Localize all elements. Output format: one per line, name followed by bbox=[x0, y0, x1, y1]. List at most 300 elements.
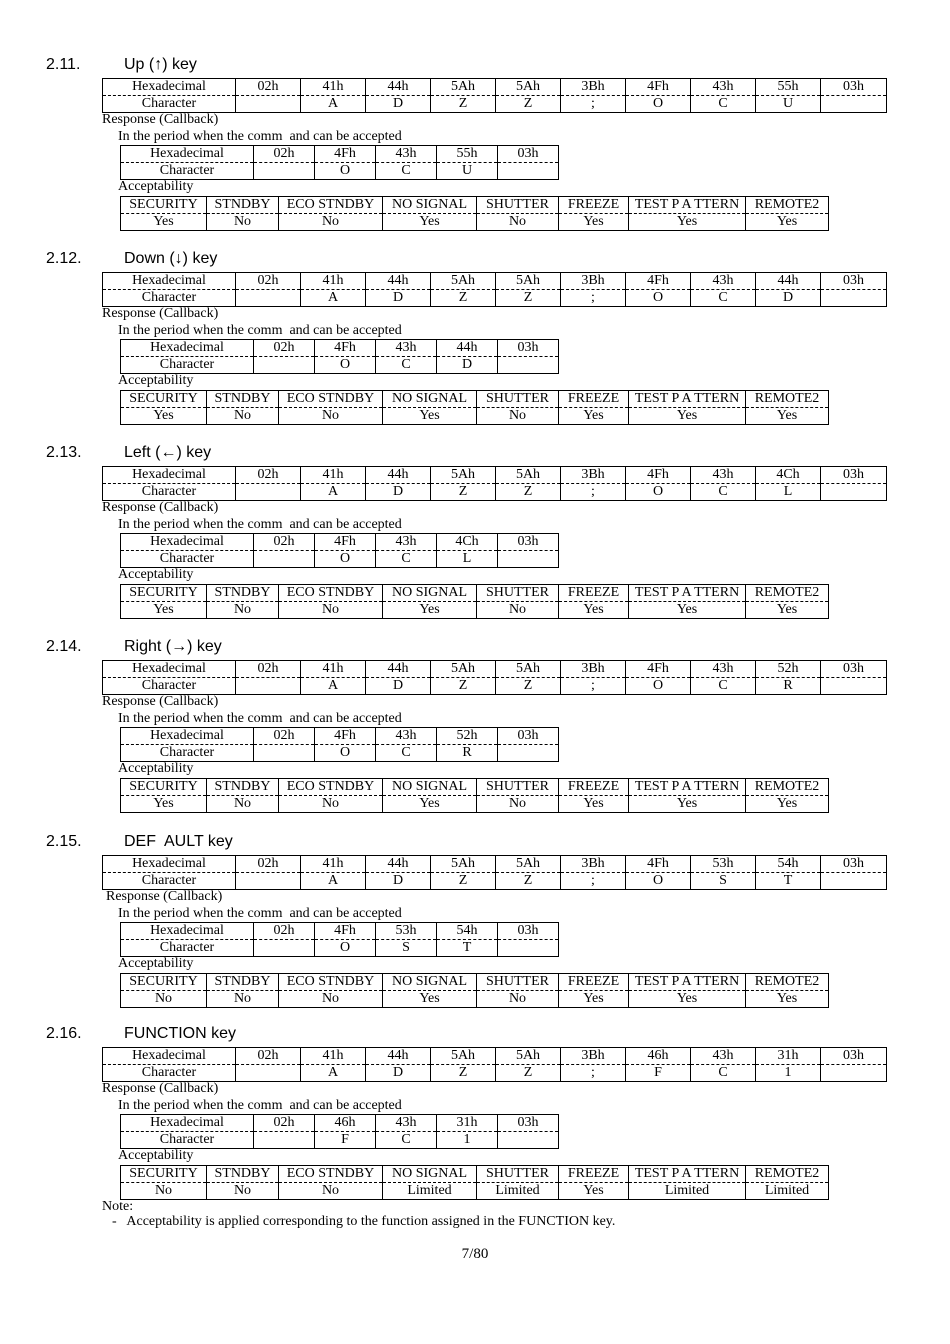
char-cell: Z bbox=[431, 873, 496, 890]
acc-header-eco-standby: ECO STNDBY bbox=[279, 197, 383, 214]
char-cell: Z bbox=[496, 678, 561, 695]
char-cell: C bbox=[376, 551, 437, 568]
hex-cell: 31h bbox=[437, 1115, 498, 1132]
hex-row-label: Hexadecimal bbox=[103, 79, 236, 96]
acc-header-security: SECURITY bbox=[121, 585, 207, 602]
acc-value: Yes bbox=[383, 991, 477, 1008]
acceptability-label: Acceptability bbox=[118, 1148, 194, 1163]
acc-value: Yes bbox=[629, 408, 746, 425]
command-hex-row bbox=[103, 1048, 887, 1065]
char-cell: ; bbox=[561, 484, 626, 501]
command-table bbox=[102, 855, 887, 890]
acc-header-eco-standby: ECO STNDBY bbox=[279, 585, 383, 602]
response-hex-row bbox=[121, 728, 559, 745]
acc-value: Yes bbox=[559, 602, 629, 619]
acc-value: Yes bbox=[559, 796, 629, 813]
hex-cell: 46h bbox=[315, 1115, 376, 1132]
char-cell: D bbox=[366, 678, 431, 695]
section-number: 2.15. bbox=[46, 833, 82, 850]
hex-row-label: Hexadecimal bbox=[103, 273, 236, 290]
acc-value: Yes bbox=[746, 991, 829, 1008]
hex-cell: 41h bbox=[301, 856, 366, 873]
char-cell: L bbox=[437, 551, 498, 568]
hex-cell: 4Fh bbox=[315, 534, 376, 551]
acceptability-header-row bbox=[121, 391, 829, 408]
section-title: FUNCTION key bbox=[124, 1025, 236, 1042]
char-cell: C bbox=[691, 290, 756, 307]
acceptability-value-row bbox=[121, 796, 829, 813]
char-cell bbox=[254, 357, 315, 374]
hex-row-label: Hexadecimal bbox=[121, 923, 254, 940]
acceptability-label: Acceptability bbox=[118, 567, 194, 582]
acc-value: No bbox=[207, 408, 279, 425]
char-cell: Z bbox=[431, 1065, 496, 1082]
char-cell: D bbox=[366, 484, 431, 501]
acc-header-remote2: REMOTE2 bbox=[746, 391, 829, 408]
response-table bbox=[120, 339, 559, 374]
command-char-row bbox=[103, 96, 887, 113]
acc-value: Yes bbox=[746, 408, 829, 425]
command-hex-row bbox=[103, 79, 887, 96]
acceptability-value-row bbox=[121, 214, 829, 231]
hex-cell: 43h bbox=[691, 661, 756, 678]
period-label: In the period when the comm and can be accepted bbox=[118, 323, 402, 338]
acc-header-security: SECURITY bbox=[121, 1166, 207, 1183]
hex-cell: 43h bbox=[376, 728, 437, 745]
char-cell: U bbox=[756, 96, 821, 113]
hex-cell: 03h bbox=[498, 728, 559, 745]
char-cell: T bbox=[437, 940, 498, 957]
hex-cell: 02h bbox=[236, 1048, 301, 1065]
response-hex-row bbox=[121, 146, 559, 163]
char-cell: C bbox=[376, 357, 437, 374]
char-cell: C bbox=[691, 1065, 756, 1082]
acc-value: No bbox=[477, 796, 559, 813]
char-cell: U bbox=[437, 163, 498, 180]
command-char-row bbox=[103, 678, 887, 695]
response-label: Response (Callback) bbox=[106, 889, 223, 904]
char-cell: D bbox=[437, 357, 498, 374]
acc-header-standby: STNDBY bbox=[207, 391, 279, 408]
hex-cell: 5Ah bbox=[496, 79, 561, 96]
char-row-label: Character bbox=[121, 1132, 254, 1149]
hex-cell: 5Ah bbox=[431, 79, 496, 96]
char-cell bbox=[236, 290, 301, 307]
acc-header-eco-standby: ECO STNDBY bbox=[279, 974, 383, 991]
acceptability-header-row bbox=[121, 197, 829, 214]
hex-cell: 41h bbox=[301, 273, 366, 290]
command-char-row bbox=[103, 1065, 887, 1082]
char-cell: O bbox=[626, 484, 691, 501]
acc-value: Yes bbox=[559, 408, 629, 425]
acc-value: Yes bbox=[629, 214, 746, 231]
hex-cell: 3Bh bbox=[561, 467, 626, 484]
char-cell bbox=[821, 484, 887, 501]
hex-cell: 02h bbox=[236, 467, 301, 484]
acc-value: Limited bbox=[383, 1183, 477, 1200]
char-cell: A bbox=[301, 678, 366, 695]
command-hex-row bbox=[103, 856, 887, 873]
char-cell: O bbox=[315, 163, 376, 180]
hex-cell: 02h bbox=[254, 534, 315, 551]
acc-header-remote2: REMOTE2 bbox=[746, 779, 829, 796]
hex-cell: 55h bbox=[437, 146, 498, 163]
hex-cell: 53h bbox=[376, 923, 437, 940]
char-cell bbox=[498, 1132, 559, 1149]
char-cell: R bbox=[756, 678, 821, 695]
char-cell: O bbox=[315, 940, 376, 957]
hex-cell: 5Ah bbox=[496, 661, 561, 678]
hex-row-label: Hexadecimal bbox=[121, 146, 254, 163]
char-row-label: Character bbox=[121, 163, 254, 180]
hex-cell: 43h bbox=[691, 273, 756, 290]
command-char-row bbox=[103, 873, 887, 890]
acc-header-test-pattern: TEST P A TTERN bbox=[629, 391, 746, 408]
acc-header-standby: STNDBY bbox=[207, 197, 279, 214]
acc-value: Yes bbox=[383, 408, 477, 425]
hex-cell: 03h bbox=[498, 1115, 559, 1132]
char-cell: Z bbox=[431, 484, 496, 501]
acceptability-label: Acceptability bbox=[118, 761, 194, 776]
hex-cell: 43h bbox=[691, 1048, 756, 1065]
hex-cell: 03h bbox=[498, 923, 559, 940]
hex-cell: 41h bbox=[301, 661, 366, 678]
acc-header-test-pattern: TEST P A TTERN bbox=[629, 585, 746, 602]
char-cell: C bbox=[691, 678, 756, 695]
response-char-row bbox=[121, 163, 559, 180]
command-hex-row bbox=[103, 661, 887, 678]
char-cell: C bbox=[376, 1132, 437, 1149]
char-row-label: Character bbox=[103, 678, 236, 695]
acceptability-table bbox=[120, 390, 829, 425]
hex-cell: 5Ah bbox=[496, 1048, 561, 1065]
acc-value: Yes bbox=[559, 1183, 629, 1200]
char-cell: D bbox=[366, 873, 431, 890]
hex-cell: 5Ah bbox=[496, 856, 561, 873]
hex-cell: 44h bbox=[366, 856, 431, 873]
hex-cell: 02h bbox=[254, 146, 315, 163]
hex-cell: 03h bbox=[498, 534, 559, 551]
acc-header-remote2: REMOTE2 bbox=[746, 585, 829, 602]
acc-header-shutter: SHUTTER bbox=[477, 1166, 559, 1183]
acc-header-security: SECURITY bbox=[121, 974, 207, 991]
hex-cell: 41h bbox=[301, 1048, 366, 1065]
acc-header-freeze: FREEZE bbox=[559, 197, 629, 214]
acc-value: Yes bbox=[629, 602, 746, 619]
char-cell: D bbox=[366, 290, 431, 307]
hex-cell: 44h bbox=[366, 661, 431, 678]
acc-value: No bbox=[279, 408, 383, 425]
char-cell: R bbox=[437, 745, 498, 762]
response-char-row bbox=[121, 551, 559, 568]
period-label: In the period when the comm and can be accepted bbox=[118, 517, 402, 532]
hex-row-label: Hexadecimal bbox=[121, 1115, 254, 1132]
char-row-label: Character bbox=[121, 940, 254, 957]
response-hex-row bbox=[121, 534, 559, 551]
hex-cell: 55h bbox=[756, 79, 821, 96]
acc-header-no-signal: NO SIGNAL bbox=[383, 391, 477, 408]
acc-value: Yes bbox=[383, 796, 477, 813]
acceptability-table bbox=[120, 584, 829, 619]
char-row-label: Character bbox=[103, 484, 236, 501]
acc-header-freeze: FREEZE bbox=[559, 779, 629, 796]
acc-header-shutter: SHUTTER bbox=[477, 974, 559, 991]
response-char-row bbox=[121, 745, 559, 762]
acc-header-standby: STNDBY bbox=[207, 974, 279, 991]
hex-cell: 4Ch bbox=[437, 534, 498, 551]
char-cell: ; bbox=[561, 290, 626, 307]
char-cell: F bbox=[626, 1065, 691, 1082]
char-cell bbox=[254, 1132, 315, 1149]
hex-cell: 5Ah bbox=[431, 1048, 496, 1065]
char-cell bbox=[821, 1065, 887, 1082]
section-title: Right (→) key bbox=[124, 638, 222, 655]
hex-cell: 02h bbox=[254, 728, 315, 745]
hex-cell: 03h bbox=[821, 79, 887, 96]
char-cell: O bbox=[626, 873, 691, 890]
command-char-row bbox=[103, 484, 887, 501]
char-row-label: Character bbox=[103, 96, 236, 113]
acc-value: No bbox=[207, 1183, 279, 1200]
char-cell bbox=[498, 357, 559, 374]
hex-cell: 5Ah bbox=[431, 856, 496, 873]
acc-header-shutter: SHUTTER bbox=[477, 391, 559, 408]
acc-header-test-pattern: TEST P A TTERN bbox=[629, 197, 746, 214]
acc-header-remote2: REMOTE2 bbox=[746, 1166, 829, 1183]
acceptability-label: Acceptability bbox=[118, 373, 194, 388]
acc-value: Yes bbox=[629, 796, 746, 813]
char-cell: O bbox=[626, 678, 691, 695]
char-cell: A bbox=[301, 96, 366, 113]
acceptability-value-row bbox=[121, 408, 829, 425]
hex-cell: 02h bbox=[254, 340, 315, 357]
acc-value: No bbox=[477, 602, 559, 619]
hex-cell: 02h bbox=[236, 273, 301, 290]
acceptability-value-row bbox=[121, 602, 829, 619]
hex-cell: 41h bbox=[301, 79, 366, 96]
acc-value: No bbox=[121, 1183, 207, 1200]
hex-cell: 44h bbox=[366, 467, 431, 484]
hex-cell: 3Bh bbox=[561, 1048, 626, 1065]
char-cell bbox=[254, 163, 315, 180]
char-cell: A bbox=[301, 290, 366, 307]
char-cell bbox=[236, 1065, 301, 1082]
response-char-row bbox=[121, 1132, 559, 1149]
acc-header-no-signal: NO SIGNAL bbox=[383, 779, 477, 796]
response-table bbox=[120, 1114, 559, 1149]
acceptability-table bbox=[120, 778, 829, 813]
acc-header-eco-standby: ECO STNDBY bbox=[279, 391, 383, 408]
acceptability-label: Acceptability bbox=[118, 956, 194, 971]
hex-cell: 02h bbox=[254, 923, 315, 940]
char-cell: D bbox=[366, 96, 431, 113]
acc-header-no-signal: NO SIGNAL bbox=[383, 1166, 477, 1183]
acc-value: Yes bbox=[559, 991, 629, 1008]
char-cell: ; bbox=[561, 1065, 626, 1082]
section-number: 2.12. bbox=[46, 250, 82, 267]
hex-row-label: Hexadecimal bbox=[121, 534, 254, 551]
hex-cell: 3Bh bbox=[561, 273, 626, 290]
hex-cell: 4Fh bbox=[626, 661, 691, 678]
acc-header-eco-standby: ECO STNDBY bbox=[279, 779, 383, 796]
acc-header-eco-standby: ECO STNDBY bbox=[279, 1166, 383, 1183]
char-cell: Z bbox=[496, 873, 561, 890]
acc-header-freeze: FREEZE bbox=[559, 585, 629, 602]
char-cell: Z bbox=[431, 678, 496, 695]
char-row-label: Character bbox=[121, 745, 254, 762]
hex-cell: 44h bbox=[366, 1048, 431, 1065]
hex-cell: 02h bbox=[236, 856, 301, 873]
acc-header-remote2: REMOTE2 bbox=[746, 197, 829, 214]
char-row-label: Character bbox=[103, 290, 236, 307]
acc-header-standby: STNDBY bbox=[207, 1166, 279, 1183]
period-label: In the period when the comm and can be accepted bbox=[118, 1098, 402, 1113]
acc-value: Yes bbox=[121, 602, 207, 619]
char-cell: O bbox=[626, 290, 691, 307]
acceptability-header-row bbox=[121, 779, 829, 796]
hex-cell: 03h bbox=[821, 661, 887, 678]
acc-header-standby: STNDBY bbox=[207, 779, 279, 796]
acc-value: No bbox=[121, 991, 207, 1008]
hex-row-label: Hexadecimal bbox=[103, 1048, 236, 1065]
hex-cell: 5Ah bbox=[496, 273, 561, 290]
hex-row-label: Hexadecimal bbox=[121, 728, 254, 745]
hex-cell: 4Fh bbox=[315, 728, 376, 745]
char-cell: O bbox=[626, 96, 691, 113]
acceptability-value-row bbox=[121, 991, 829, 1008]
char-cell: O bbox=[315, 551, 376, 568]
char-cell: Z bbox=[496, 96, 561, 113]
hex-cell: 03h bbox=[821, 273, 887, 290]
hex-cell: 3Bh bbox=[561, 856, 626, 873]
char-cell bbox=[821, 290, 887, 307]
period-label: In the period when the comm and can be accepted bbox=[118, 711, 402, 726]
char-cell bbox=[236, 484, 301, 501]
acc-header-test-pattern: TEST P A TTERN bbox=[629, 974, 746, 991]
hex-cell: 46h bbox=[626, 1048, 691, 1065]
hex-cell: 03h bbox=[498, 146, 559, 163]
hex-cell: 02h bbox=[236, 79, 301, 96]
command-table bbox=[102, 466, 887, 501]
char-cell: C bbox=[376, 745, 437, 762]
char-cell: D bbox=[756, 290, 821, 307]
acc-value: No bbox=[207, 602, 279, 619]
hex-cell: 53h bbox=[691, 856, 756, 873]
char-cell: Z bbox=[431, 96, 496, 113]
acc-value: Yes bbox=[559, 214, 629, 231]
acc-value: No bbox=[279, 214, 383, 231]
acceptability-label: Acceptability bbox=[118, 179, 194, 194]
hex-cell: 4Fh bbox=[315, 146, 376, 163]
hex-cell: 3Bh bbox=[561, 79, 626, 96]
acc-header-freeze: FREEZE bbox=[559, 974, 629, 991]
hex-cell: 03h bbox=[821, 467, 887, 484]
acc-value: Limited bbox=[746, 1183, 829, 1200]
char-row-label: Character bbox=[103, 873, 236, 890]
hex-cell: 02h bbox=[254, 1115, 315, 1132]
acc-value: No bbox=[207, 991, 279, 1008]
hex-cell: 43h bbox=[691, 467, 756, 484]
acc-header-no-signal: NO SIGNAL bbox=[383, 197, 477, 214]
char-cell: F bbox=[315, 1132, 376, 1149]
char-cell bbox=[498, 745, 559, 762]
hex-cell: 4Fh bbox=[626, 273, 691, 290]
acc-value: No bbox=[477, 214, 559, 231]
command-table bbox=[102, 660, 887, 695]
hex-cell: 4Fh bbox=[626, 467, 691, 484]
acc-value: No bbox=[279, 1183, 383, 1200]
char-row-label: Character bbox=[103, 1065, 236, 1082]
acc-header-no-signal: NO SIGNAL bbox=[383, 974, 477, 991]
period-label: In the period when the comm and can be accepted bbox=[118, 129, 402, 144]
response-label: Response (Callback) bbox=[102, 694, 219, 709]
command-table bbox=[102, 1047, 887, 1082]
acc-value: Limited bbox=[629, 1183, 746, 1200]
char-cell: C bbox=[376, 163, 437, 180]
hex-cell: 4Fh bbox=[626, 856, 691, 873]
hex-row-label: Hexadecimal bbox=[121, 340, 254, 357]
char-cell bbox=[236, 678, 301, 695]
section-number: 2.13. bbox=[46, 444, 82, 461]
command-hex-row bbox=[103, 273, 887, 290]
hex-cell: 52h bbox=[756, 661, 821, 678]
char-cell bbox=[254, 551, 315, 568]
char-cell: ; bbox=[561, 678, 626, 695]
hex-cell: 5Ah bbox=[431, 467, 496, 484]
command-table bbox=[102, 272, 887, 307]
command-hex-row bbox=[103, 467, 887, 484]
char-cell: Z bbox=[496, 290, 561, 307]
acceptability-table bbox=[120, 1165, 829, 1200]
char-cell bbox=[821, 678, 887, 695]
response-table bbox=[120, 533, 559, 568]
hex-cell: 43h bbox=[376, 146, 437, 163]
hex-cell: 31h bbox=[756, 1048, 821, 1065]
section-number: 2.16. bbox=[46, 1025, 82, 1042]
char-cell bbox=[254, 940, 315, 957]
char-row-label: Character bbox=[121, 357, 254, 374]
hex-row-label: Hexadecimal bbox=[103, 467, 236, 484]
char-cell: T bbox=[756, 873, 821, 890]
char-cell: S bbox=[691, 873, 756, 890]
acc-value: No bbox=[477, 991, 559, 1008]
char-cell: 1 bbox=[437, 1132, 498, 1149]
acc-header-shutter: SHUTTER bbox=[477, 585, 559, 602]
hex-cell: 4Fh bbox=[315, 340, 376, 357]
acc-value: Yes bbox=[121, 214, 207, 231]
char-cell: C bbox=[691, 96, 756, 113]
char-cell: ; bbox=[561, 96, 626, 113]
acceptability-value-row bbox=[121, 1183, 829, 1200]
char-cell: L bbox=[756, 484, 821, 501]
hex-cell: 43h bbox=[376, 340, 437, 357]
hex-cell: 5Ah bbox=[431, 273, 496, 290]
command-char-row bbox=[103, 290, 887, 307]
note-text: - Acceptability is applied corresponding to the function assigned in the FUNCTION key. bbox=[112, 1214, 616, 1229]
acc-value: Yes bbox=[121, 796, 207, 813]
hex-cell: 4Ch bbox=[756, 467, 821, 484]
hex-cell: 44h bbox=[366, 273, 431, 290]
char-cell bbox=[498, 551, 559, 568]
page-number: 7/80 bbox=[461, 1246, 489, 1262]
acc-value: Yes bbox=[383, 214, 477, 231]
response-table bbox=[120, 727, 559, 762]
acc-value: No bbox=[279, 602, 383, 619]
acc-value: No bbox=[477, 408, 559, 425]
char-cell: C bbox=[691, 484, 756, 501]
section-number: 2.11. bbox=[46, 56, 81, 73]
acc-value: Yes bbox=[629, 991, 746, 1008]
